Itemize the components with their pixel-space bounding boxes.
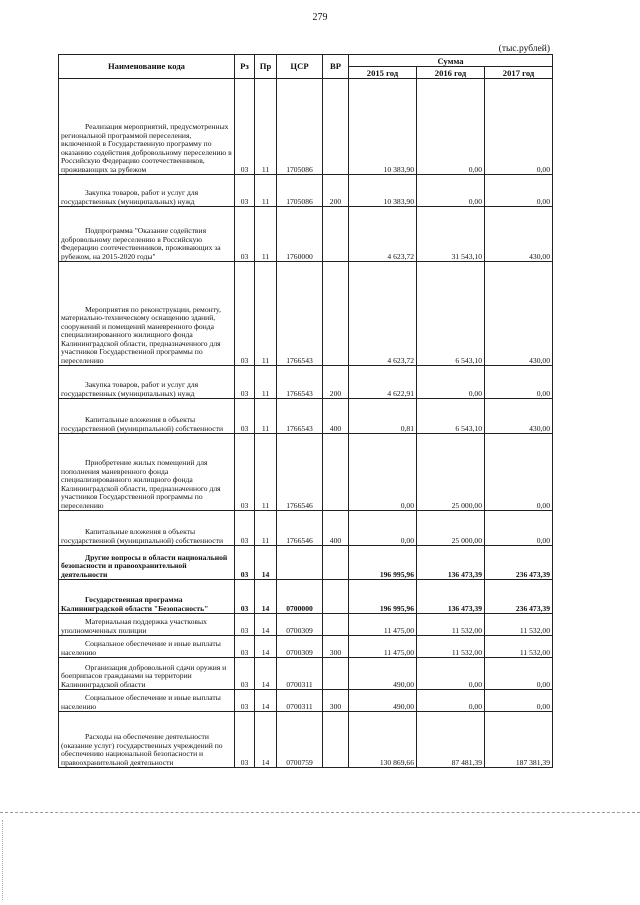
row-name: Закупка товаров, работ и услуг для государственных (муниципальных) нужд — [59, 175, 235, 207]
row-csr: 0700309 — [277, 636, 323, 658]
row-2016: 0,00 — [417, 366, 485, 399]
table-row — [59, 658, 553, 690]
row-name: Подпрограмма "Оказание содействия добровольному переселению в Российскую Федерацию соотечественников, проживающих за рубежом, на 2015-2020 годы" — [59, 207, 235, 262]
header-rz: Рз — [235, 55, 255, 79]
header-2017: 2017 год — [485, 67, 553, 79]
row-pr: 11 — [255, 511, 277, 546]
row-2017: 0,00 — [485, 434, 553, 511]
header-pr: Пр — [255, 55, 277, 79]
row-name: Материальная поддержка участковых уполномоченных полиции — [59, 614, 235, 636]
row-pr: 11 — [255, 79, 277, 175]
row-rz: 03 — [235, 175, 255, 207]
table-row — [59, 511, 553, 546]
table-row — [59, 207, 553, 262]
row-2016: 31 543,10 — [417, 207, 485, 262]
row-rz: 03 — [235, 79, 255, 175]
row-pr: 11 — [255, 207, 277, 262]
scan-edge-mark — [2, 820, 3, 900]
row-2017: 0,00 — [485, 511, 553, 546]
row-csr: 1766543 — [277, 262, 323, 366]
header-sum: Сумма — [349, 55, 553, 67]
row-2017: 0,00 — [485, 366, 553, 399]
row-pr: 14 — [255, 614, 277, 636]
row-pr: 11 — [255, 366, 277, 399]
row-csr: 1766546 — [277, 511, 323, 546]
row-csr: 1766543 — [277, 366, 323, 399]
row-rz: 03 — [235, 658, 255, 690]
row-2016: 87 481,39 — [417, 712, 485, 768]
row-2017: 0,00 — [485, 658, 553, 690]
row-2016: 0,00 — [417, 175, 485, 207]
table-row — [59, 399, 553, 434]
row-2015: 11 475,00 — [349, 614, 417, 636]
row-rz: 03 — [235, 207, 255, 262]
row-2015: 10 383,90 — [349, 79, 417, 175]
row-vr — [323, 712, 349, 768]
row-2016: 6 543,10 — [417, 399, 485, 434]
row-2016: 0,00 — [417, 658, 485, 690]
row-rz: 03 — [235, 580, 255, 614]
row-2015: 490,00 — [349, 690, 417, 712]
table-row — [59, 79, 553, 175]
row-pr: 14 — [255, 636, 277, 658]
row-vr: 200 — [323, 366, 349, 399]
table-row — [59, 580, 553, 614]
header-csr: ЦСР — [277, 55, 323, 79]
row-vr: 300 — [323, 636, 349, 658]
row-2017: 236 473,39 — [485, 580, 553, 614]
table-row — [59, 690, 553, 712]
row-rz: 03 — [235, 399, 255, 434]
row-pr: 14 — [255, 658, 277, 690]
row-csr: 0700000 — [277, 580, 323, 614]
table-row — [59, 434, 553, 511]
page-number: 279 — [312, 12, 328, 23]
row-vr — [323, 614, 349, 636]
row-2016: 6 543,10 — [417, 262, 485, 366]
units-label: (тыс.рублей) — [498, 44, 550, 54]
row-pr: 11 — [255, 262, 277, 366]
row-name: Другие вопросы в области национальной безопасности и правоохранительной деятельности — [59, 546, 235, 580]
row-name: Мероприятия по реконструкции, ремонту, материально-техническому оснащению зданий, сооружений и помещений маневренного фонда специализированного жилищного фонда Калининградской области, предназначенного для участников Государственной программы по переселению — [59, 262, 235, 366]
row-2015: 0,81 — [349, 399, 417, 434]
row-pr: 11 — [255, 434, 277, 511]
row-2015: 196 995,96 — [349, 546, 417, 580]
budget-table — [58, 54, 553, 768]
row-pr: 14 — [255, 546, 277, 580]
header-name: Наименование кода — [59, 55, 235, 79]
table-row — [59, 366, 553, 399]
row-vr: 400 — [323, 511, 349, 546]
row-2015: 4 623,72 — [349, 262, 417, 366]
row-2015: 196 995,96 — [349, 580, 417, 614]
row-2017: 11 532,00 — [485, 636, 553, 658]
row-vr — [323, 658, 349, 690]
row-2017: 0,00 — [485, 175, 553, 207]
row-rz: 03 — [235, 712, 255, 768]
table-row — [59, 175, 553, 207]
row-name: Социальное обеспечение и иные выплаты населению — [59, 690, 235, 712]
row-2016: 136 473,39 — [417, 546, 485, 580]
row-vr — [323, 207, 349, 262]
row-rz: 03 — [235, 434, 255, 511]
row-pr: 11 — [255, 399, 277, 434]
header-2016: 2016 год — [417, 67, 485, 79]
row-csr: 0700311 — [277, 690, 323, 712]
row-2015: 11 475,00 — [349, 636, 417, 658]
row-2016: 0,00 — [417, 690, 485, 712]
scan-divider — [0, 812, 640, 813]
row-2017: 11 532,00 — [485, 614, 553, 636]
row-csr: 1766546 — [277, 434, 323, 511]
row-2015: 130 869,66 — [349, 712, 417, 768]
row-2015: 0,00 — [349, 511, 417, 546]
row-vr — [323, 580, 349, 614]
row-rz: 03 — [235, 636, 255, 658]
row-csr: 0700309 — [277, 614, 323, 636]
table-row — [59, 614, 553, 636]
row-rz: 03 — [235, 366, 255, 399]
row-vr — [323, 434, 349, 511]
row-2017: 0,00 — [485, 690, 553, 712]
row-name: Организация добровольной сдачи оружия и боеприпасов гражданами на территории Калининградской области — [59, 658, 235, 690]
row-2017: 430,00 — [485, 399, 553, 434]
row-vr — [323, 262, 349, 366]
row-pr: 14 — [255, 712, 277, 768]
header-vr: ВР — [323, 55, 349, 79]
row-pr: 11 — [255, 175, 277, 207]
row-name: Капитальные вложения в объекты государственной (муниципальной) собственности — [59, 511, 235, 546]
header-2015: 2015 год — [349, 67, 417, 79]
row-name: Приобретение жилых помещений для пополнения маневренного фонда специализированного жилищного фонда Калининградской области, предназначенного для участников Государственной программы по переселению — [59, 434, 235, 511]
row-vr: 400 — [323, 399, 349, 434]
row-2017: 430,00 — [485, 262, 553, 366]
row-2015: 4 622,91 — [349, 366, 417, 399]
row-2015: 0,00 — [349, 434, 417, 511]
row-vr — [323, 79, 349, 175]
row-2017: 236 473,39 — [485, 546, 553, 580]
table-row — [59, 546, 553, 580]
row-vr: 300 — [323, 690, 349, 712]
row-csr: 1705086 — [277, 79, 323, 175]
row-2016: 11 532,00 — [417, 636, 485, 658]
row-name: Социальное обеспечение и иные выплаты населению — [59, 636, 235, 658]
row-csr: 1705086 — [277, 175, 323, 207]
row-rz: 03 — [235, 511, 255, 546]
row-rz: 03 — [235, 262, 255, 366]
row-2016: 136 473,39 — [417, 580, 485, 614]
row-pr: 14 — [255, 580, 277, 614]
row-pr: 14 — [255, 690, 277, 712]
row-name: Реализация мероприятий, предусмотренных региональной программой переселения, включенной в Государственную программу по оказанию содействия добровольному переселению в Российскую Федерацию соотечественников, проживающих за рубежом — [59, 79, 235, 175]
row-2016: 25 000,00 — [417, 511, 485, 546]
row-2015: 490,00 — [349, 658, 417, 690]
row-vr: 200 — [323, 175, 349, 207]
row-2016: 11 532,00 — [417, 614, 485, 636]
row-rz: 03 — [235, 690, 255, 712]
row-2017: 187 381,39 — [485, 712, 553, 768]
row-csr: 0700311 — [277, 658, 323, 690]
row-name: Закупка товаров, работ и услуг для государственных (муниципальных) нужд — [59, 366, 235, 399]
row-vr — [323, 546, 349, 580]
row-2015: 4 623,72 — [349, 207, 417, 262]
row-csr: 1760000 — [277, 207, 323, 262]
table-row — [59, 712, 553, 768]
row-2016: 0,00 — [417, 79, 485, 175]
row-2017: 430,00 — [485, 207, 553, 262]
row-rz: 03 — [235, 614, 255, 636]
row-name: Капитальные вложения в объекты государственной (муниципальной) собственности — [59, 399, 235, 434]
row-csr: 1766543 — [277, 399, 323, 434]
row-name: Расходы на обеспечение деятельности (оказание услуг) государственных учреждений по обеспечению национальной безопасности и правоохранительной деятельности — [59, 712, 235, 768]
row-csr — [277, 546, 323, 580]
row-rz: 03 — [235, 546, 255, 580]
row-csr: 0700759 — [277, 712, 323, 768]
row-2017: 0,00 — [485, 79, 553, 175]
row-name: Государственная программа Калининградской области "Безопасность" — [59, 580, 235, 614]
table-row — [59, 636, 553, 658]
row-2015: 10 383,90 — [349, 175, 417, 207]
row-2016: 25 000,00 — [417, 434, 485, 511]
table-row — [59, 262, 553, 366]
